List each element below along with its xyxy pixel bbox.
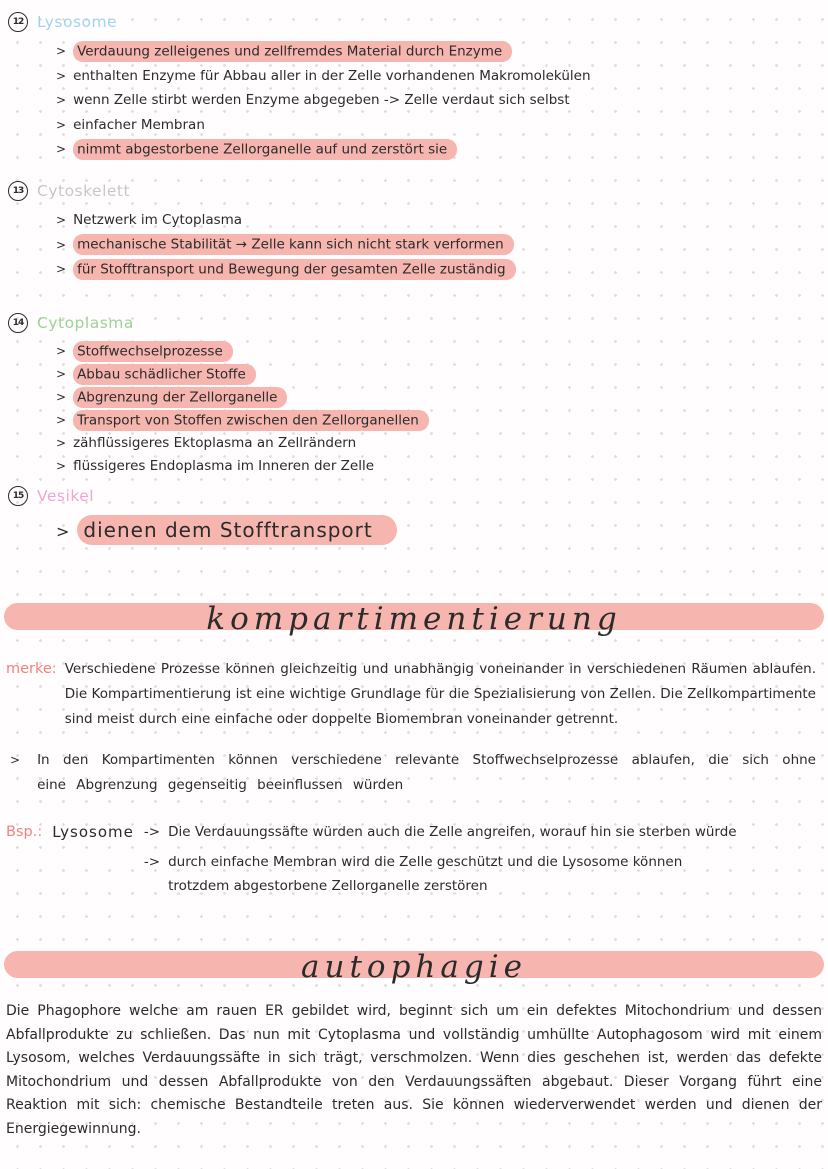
section-vesikel bbox=[8, 486, 820, 549]
section-cytoplasma bbox=[8, 313, 820, 478]
bullet-marker: > bbox=[56, 237, 67, 252]
section-number-badge: 14 bbox=[8, 313, 28, 333]
note-bullet: > Stoffwechselprozesse bbox=[56, 340, 820, 363]
bsp-points bbox=[144, 820, 744, 898]
note-bullet: > enthalten Enzyme für Abbau aller in der Zelle vorhandenen Makromolekülen bbox=[56, 67, 591, 84]
note-bullet: > zähflüssigeres Ektoplasma an Zellrändern bbox=[56, 435, 357, 451]
arrow-icon: -> bbox=[143, 854, 161, 870]
bullet-list bbox=[8, 208, 820, 282]
bullet-marker: > bbox=[56, 68, 67, 83]
bullet-marker: > bbox=[56, 44, 67, 58]
bullet-marker: > bbox=[10, 753, 21, 767]
bsp-block bbox=[6, 820, 820, 898]
bullet-marker: > bbox=[56, 413, 67, 427]
section-title: Vesikel bbox=[37, 487, 95, 505]
note-bullet: > flüssigeres Endoplasma im Inneren der Zelle bbox=[56, 458, 375, 474]
bsp-point: -> durch einfache Membran wird die Zelle geschützt und die Lysosome können trotzdem abgestorbene Zellorganelle zerstören bbox=[144, 850, 744, 898]
merke-label: merke: bbox=[6, 661, 57, 677]
note-bullet: > Netzwerk im Cytoplasma bbox=[56, 212, 243, 228]
kompartiment-bullet bbox=[10, 748, 816, 798]
bullet-marker: > bbox=[56, 262, 67, 276]
section-lysosome bbox=[8, 12, 820, 162]
bullet-marker: > bbox=[56, 367, 67, 381]
bullet-marker: > bbox=[56, 213, 67, 227]
bullet-marker: > bbox=[56, 344, 67, 358]
section-vesikel-header bbox=[8, 486, 820, 506]
arrow-icon: -> bbox=[143, 824, 161, 840]
section-cytoplasma-header bbox=[8, 313, 820, 333]
note-bullet: > Abbau schädlicher Stoffe bbox=[56, 363, 820, 386]
kompartimentierung-heading: kompartimentierung bbox=[206, 601, 622, 637]
note-bullet: > dienen dem Stofftransport bbox=[56, 513, 820, 549]
bullet-list bbox=[8, 340, 820, 478]
section-title: Cytoskelett bbox=[37, 182, 131, 200]
bsp-subject: Lysosome bbox=[52, 823, 134, 841]
bsp-point: -> Die Verdauungssäfte würden auch die Zelle angreifen, worauf hin sie sterben würde bbox=[144, 820, 744, 844]
note-bullet: > Verdauung zelleigenes und zellfremdes Material durch Enzyme bbox=[56, 39, 820, 64]
bsp-label: Bsp.: bbox=[6, 824, 43, 840]
section-cytoskelett-header bbox=[8, 181, 820, 201]
bullet-marker: > bbox=[56, 93, 67, 107]
section-title: Cytoplasma bbox=[37, 314, 134, 332]
section-lysosome-header bbox=[8, 12, 820, 32]
note-bullet: > Abgrenzung der Zellorganelle bbox=[56, 386, 820, 409]
autophagie-body bbox=[6, 1000, 822, 1141]
note-bullet: > mechanische Stabilität → Zelle kann sich nicht stark verformen bbox=[56, 233, 820, 258]
bullet-marker: > bbox=[56, 522, 71, 541]
note-bullet: > nimmt abgestorbene Zellorganelle auf und zerstört sie bbox=[56, 137, 820, 162]
bullet-marker: > bbox=[56, 142, 67, 156]
note-bullet: > einfacher Membran bbox=[56, 116, 205, 133]
bullet-list bbox=[8, 513, 820, 549]
autophagie-heading: autophagie bbox=[301, 949, 527, 985]
bullet-marker: > bbox=[56, 459, 67, 473]
section-number-badge: 13 bbox=[8, 181, 28, 201]
merke-block bbox=[6, 657, 816, 732]
bullet-marker: > bbox=[56, 117, 67, 132]
section-number-badge: 12 bbox=[8, 12, 28, 32]
bullet-marker: > bbox=[56, 390, 67, 404]
merke-text: Verschiedene Prozesse können gleichzeitig und unabhängig voneinander in verschiedenen Räumen ablaufen. Die Kompartimentierung ist eine wichtige Grundlage für die Spezialisierung von Zellen. Die Zellkompartimente sind meist durch eine einfache oder doppelte Biomembran voneinander getrennt. bbox=[64, 661, 816, 727]
section-cytoskelett bbox=[8, 181, 820, 282]
note-bullet: > Transport von Stoffen zwischen den Zellorganellen bbox=[56, 409, 820, 432]
bullet-marker: > bbox=[56, 436, 67, 450]
bullet-list bbox=[8, 39, 820, 162]
section-number-badge: 15 bbox=[8, 486, 28, 506]
note-bullet: > wenn Zelle stirbt werden Enzyme abgegeben -> Zelle verdaut sich selbst bbox=[56, 92, 570, 108]
note-bullet: > für Stofftransport und Bewegung der gesamten Zelle zuständig bbox=[56, 257, 820, 282]
autophagie-paragraph: Die Phagophore welche am rauen ER gebildet wird, beginnt sich um ein defektes Mitochondrium und dessen Abfallprodukte zu schließen. Das nun mit Cytoplasma und vollständig umhüllte Autophagosom wird mit einem Lysosom, welches Verdauungssäfte in sich trägt, verschmolzen. Wenn dies geschehen ist, werden das defekte Mitochondrium und dessen Abfallprodukte von den Verdauungssäften abgebaut. Dieser Vorgang führt eine Reaktion mit sich: chemische Bestandteile treten aus. Sie können wiederverwendet werden und dienen der Energiegewinnung. bbox=[6, 1003, 822, 1137]
kompartiment-bullet-text: In den Kompartimenten können verschiedene relevante Stoffwechselprozesse ablaufen, die sich ohne eine Abgrenzung gegenseitig beeinflussen würden bbox=[37, 752, 816, 793]
section-title: Lysosome bbox=[37, 13, 118, 31]
